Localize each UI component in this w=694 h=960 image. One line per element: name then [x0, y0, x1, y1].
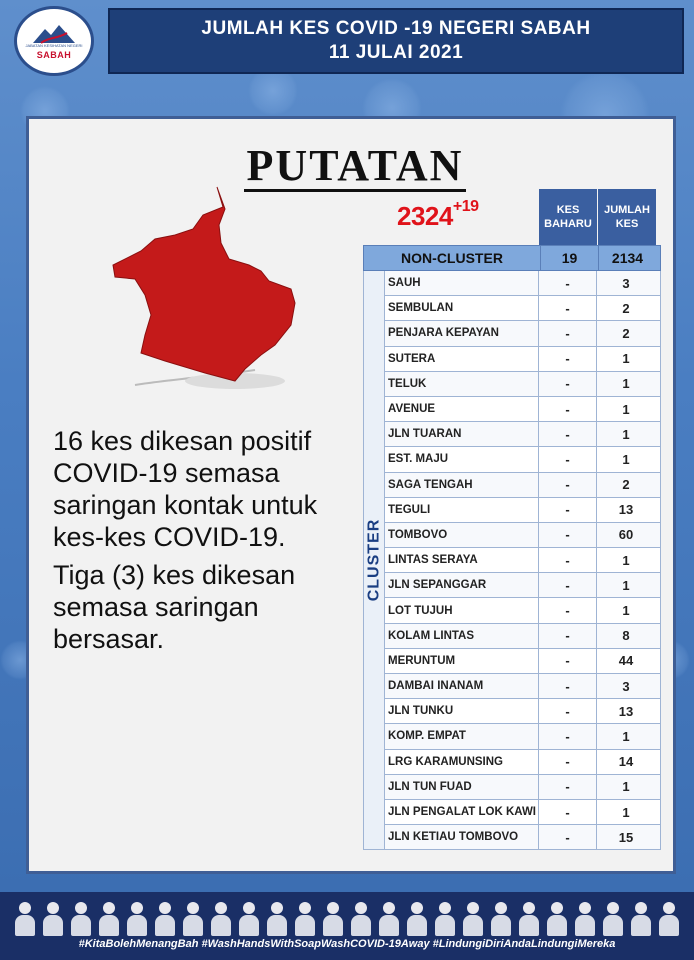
person-icon: [238, 900, 260, 936]
table-row: [385, 422, 661, 447]
cluster-name: LRG KARAMUNSING: [385, 750, 539, 774]
table-row: [385, 523, 661, 548]
title-banner: [108, 8, 684, 74]
cluster-new-cases: -: [539, 447, 597, 471]
cluster-name: JLN PENGALAT LOK KAWI: [385, 800, 539, 824]
total-value: 2324: [397, 201, 453, 231]
cluster-rows: [385, 271, 661, 850]
person-icon: [322, 900, 344, 936]
person-icon: [462, 900, 484, 936]
cluster-total-cases: 2: [622, 300, 630, 316]
table-row: [385, 598, 661, 623]
footer: [0, 892, 694, 960]
cluster-new-cases: -: [539, 271, 597, 295]
cluster-name: SAUH: [385, 271, 539, 295]
cluster-total-cases: 1: [622, 426, 630, 442]
cluster-name: MERUNTUM: [385, 649, 539, 673]
table-row: [385, 498, 661, 523]
cluster-name: TELUK: [385, 372, 539, 396]
description-para1: 16 kes dikesan positif COVID-19 semasa saringan kontak untuk kes-kes COVID-19.: [53, 426, 318, 552]
person-icon: [658, 900, 680, 936]
cluster-block: [363, 271, 661, 850]
table-row: [385, 800, 661, 825]
cluster-total-cases: 60: [618, 527, 634, 543]
cluster-new-cases: -: [539, 321, 597, 345]
person-icon: [182, 900, 204, 936]
cluster-name: EST. MAJU: [385, 447, 539, 471]
cluster-new-cases: -: [539, 775, 597, 799]
cluster-total-cases: 1: [622, 401, 630, 417]
person-icon: [126, 900, 148, 936]
cluster-total-cases: 1: [622, 577, 630, 593]
cluster-total-cases: 1: [622, 451, 630, 467]
cluster-new-cases: -: [539, 598, 597, 622]
cases-table: [363, 189, 661, 850]
cluster-total-cases: 3: [622, 275, 630, 291]
table-row: [385, 699, 661, 724]
cluster-name: LINTAS SERAYA: [385, 548, 539, 572]
cluster-total-cases: 1: [622, 603, 630, 619]
cluster-name: DAMBAI INANAM: [385, 674, 539, 698]
cluster-new-cases: -: [539, 825, 597, 849]
table-row: [385, 724, 661, 749]
cluster-new-cases: -: [539, 724, 597, 748]
person-icon: [294, 900, 316, 936]
cluster-label: [363, 271, 385, 850]
cluster-total-cases: 3: [622, 678, 630, 694]
person-icon: [98, 900, 120, 936]
title-line1: JUMLAH KES COVID -19 NEGERI SABAH: [201, 18, 591, 39]
non-cluster-label: NON-CLUSTER: [401, 250, 503, 266]
table-header: [539, 189, 661, 245]
person-icon: [490, 900, 512, 936]
person-icon: [42, 900, 64, 936]
cluster-total-cases: 1: [622, 779, 630, 795]
cluster-new-cases: -: [539, 397, 597, 421]
person-icon: [406, 900, 428, 936]
new-cases-value: +19: [452, 198, 479, 216]
cluster-new-cases: -: [539, 372, 597, 396]
person-icon: [378, 900, 400, 936]
cluster-name: JLN SEPANGGAR: [385, 573, 539, 597]
cluster-new-cases: -: [539, 498, 597, 522]
table-row: [385, 397, 661, 422]
hashtags: #KitaBolehMenangBah #WashHandsWithSoapWashCOVID-19Away #LindungiDiriAndaLindungiMereka: [78, 938, 616, 950]
table-row: [385, 750, 661, 775]
person-icon: [602, 900, 624, 936]
cluster-total-cases: 1: [622, 804, 630, 820]
cluster-total-cases: 1: [622, 376, 630, 392]
person-icon: [350, 900, 372, 936]
logo-text: SABAH: [36, 49, 72, 60]
district-heading: PUTATAN: [244, 143, 466, 192]
person-icon: [154, 900, 176, 936]
title-date: 11 JULAI 2021: [328, 42, 464, 63]
cluster-name: SUTERA: [385, 347, 539, 371]
district-map: [105, 185, 305, 395]
person-icon: [574, 900, 596, 936]
table-row: [385, 473, 661, 498]
logo-small-text: JABATAN KESIHATAN NEGERI: [25, 42, 83, 48]
cluster-new-cases: -: [539, 800, 597, 824]
cluster-new-cases: -: [539, 422, 597, 446]
cluster-new-cases: -: [539, 296, 597, 320]
table-row: [385, 649, 661, 674]
cluster-total-cases: 1: [622, 351, 630, 367]
cluster-name: JLN KETIAU TOMBOVO: [385, 825, 539, 849]
person-icon: [14, 900, 36, 936]
cluster-total-cases: 8: [622, 628, 630, 644]
table-row: [385, 347, 661, 372]
cluster-new-cases: -: [539, 624, 597, 648]
table-row: [385, 548, 661, 573]
cluster-total-cases: 44: [618, 653, 634, 669]
person-icon: [210, 900, 232, 936]
logo: [14, 6, 94, 76]
cluster-name: LOT TUJUH: [385, 598, 539, 622]
cluster-total-cases: 13: [618, 703, 634, 719]
header-new-cases: KES BAHARU: [539, 189, 597, 245]
table-row: [385, 624, 661, 649]
table-row: [385, 825, 661, 850]
cluster-name: KOLAM LINTAS: [385, 624, 539, 648]
cluster-name: TEGULI: [385, 498, 539, 522]
cluster-name: SAGA TENGAH: [385, 473, 539, 497]
mountain-icon: [31, 23, 77, 43]
table-row: [385, 573, 661, 598]
cluster-total-cases: 14: [618, 754, 634, 770]
cluster-new-cases: -: [539, 674, 597, 698]
cluster-total-cases: 13: [618, 502, 634, 518]
person-icon: [630, 900, 652, 936]
table-row: [385, 775, 661, 800]
table-row: [385, 372, 661, 397]
cluster-total-cases: 2: [622, 325, 630, 341]
header-total-cases: JUMLAH KES: [598, 189, 656, 245]
cluster-name: JLN TUARAN: [385, 422, 539, 446]
cluster-name: PENJARA KEPAYAN: [385, 321, 539, 345]
cluster-new-cases: -: [539, 699, 597, 723]
cluster-name: TOMBOVO: [385, 523, 539, 547]
table-row: [385, 321, 661, 346]
non-cluster-row: [363, 245, 661, 271]
person-icon: [70, 900, 92, 936]
cluster-name: JLN TUN FUAD: [385, 775, 539, 799]
cluster-name: AVENUE: [385, 397, 539, 421]
cluster-new-cases: -: [539, 750, 597, 774]
cluster-name: SEMBULAN: [385, 296, 539, 320]
main-panel: [26, 116, 676, 874]
table-row: [385, 271, 661, 296]
cluster-name: KOMP. EMPAT: [385, 724, 539, 748]
cluster-total-cases: 2: [622, 477, 630, 493]
cluster-label-text: CLUSTER: [365, 518, 382, 602]
description-para2: Tiga (3) kes dikesan semasa saringan bersasar.: [53, 560, 296, 654]
table-row: [385, 674, 661, 699]
cluster-new-cases: -: [539, 523, 597, 547]
table-row: [385, 296, 661, 321]
cluster-new-cases: -: [539, 473, 597, 497]
person-icon: [266, 900, 288, 936]
person-icon: [546, 900, 568, 936]
frontliner-illustrations: [14, 896, 680, 936]
cluster-total-cases: 1: [622, 552, 630, 568]
table-row: [385, 447, 661, 472]
non-cluster-new: 19: [540, 246, 598, 270]
cluster-total-cases: 1: [622, 728, 630, 744]
cluster-total-cases: 15: [618, 829, 634, 845]
cluster-new-cases: -: [539, 548, 597, 572]
cluster-new-cases: -: [539, 573, 597, 597]
non-cluster-total: 2134: [598, 246, 656, 270]
cluster-name: JLN TUNKU: [385, 699, 539, 723]
cluster-new-cases: -: [539, 649, 597, 673]
description: [53, 425, 363, 661]
person-icon: [518, 900, 540, 936]
cluster-new-cases: -: [539, 347, 597, 371]
person-icon: [434, 900, 456, 936]
